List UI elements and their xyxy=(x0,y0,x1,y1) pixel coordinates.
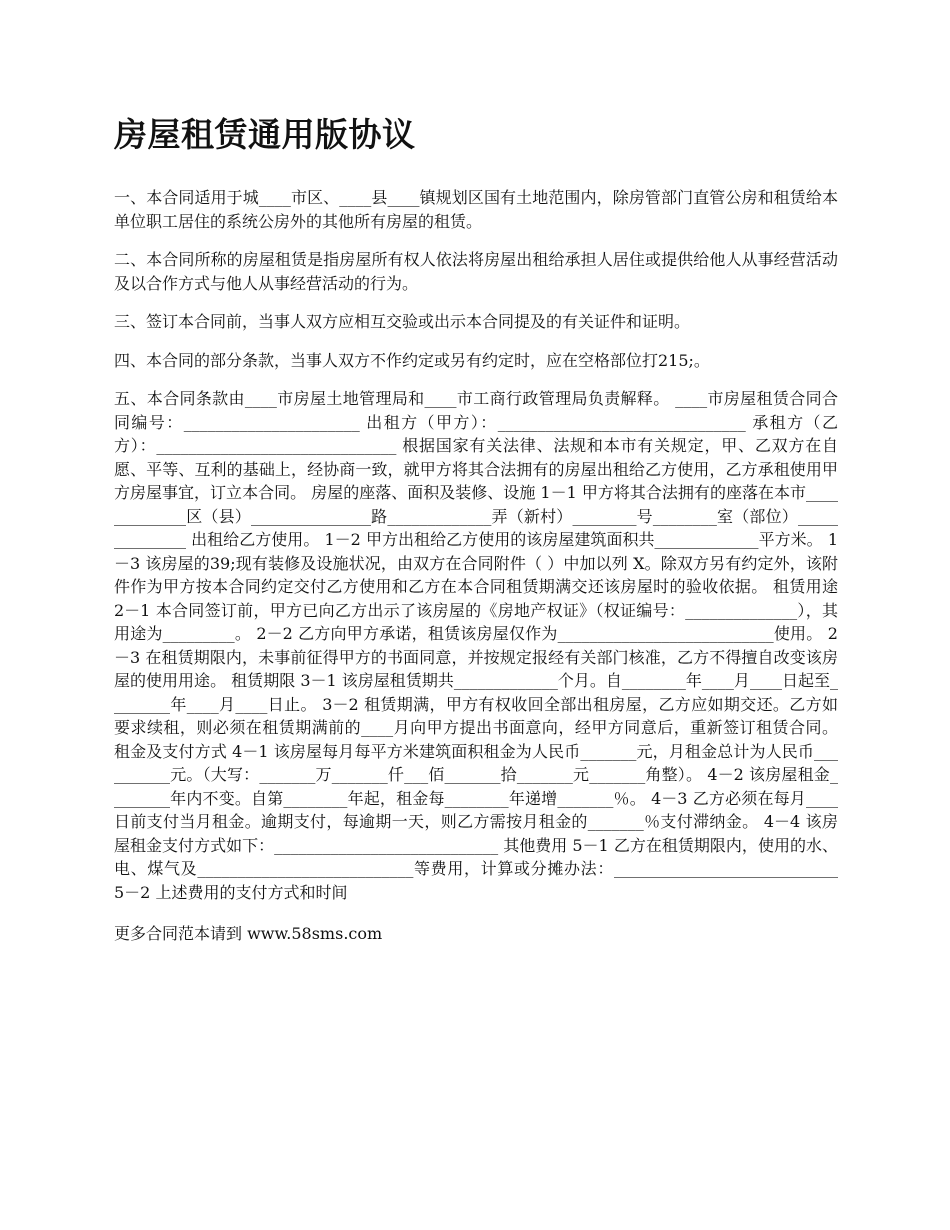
clause-2-paragraph: 二、本合同所称的房屋租赁是指房屋所有权人依法将房屋出租给承担人居住或提供给他人从事经营活动及以合作方式与他人从事经营活动的行为。 xyxy=(114,250,838,293)
clause-4-paragraph: 四、本合同的部分条款，当事人双方不作约定或另有约定时，应在空格部位打215;。 xyxy=(114,350,710,370)
clause-5-paragraph: 五、本合同条款由____市房屋土地管理局和____市工商行政管理局负责解释。 ____市房屋租赁合同合同编号：______________________ 出租方（甲方）：_______________________________ 承租方（乙方）：______________________________ 根据国家有关法律、法规和本市有关规定，甲、乙双方在自愿、平等、互利的基础上，经协商一致，就甲方将其合法拥有的房屋出租给乙方使用，乙方承租使用甲方房屋事宜，订立本合同。 房屋的座落、面积及装修、设施 1－1 甲方将其合法拥有的座落在本市_____________区（县）_______________路_____________弄（新村）________号________室（部位）______________ 出租给乙方使用。 1－2 甲方出租给乙方使用的该房屋建筑面积共_____________平方米。 1－3 该房屋的39;现有装修及设施状况，由双方在合同附件（ ）中加以列 X。除双方另有约定外，该附件作为甲方按本合同约定交付乙方使用和乙方在本合同租赁期满交还该房屋时的验收依据。 租赁用途 2－1 本合同签订前，甲方已向乙方出示了该房屋的《房地产权证》（权证编号：______________），其用途为_________。 2－2 乙方向甲方承诺，租赁该房屋仅作为___________________________使用。 2－3 在租赁期限内，未事前征得甲方的书面同意，并按规定报经有关部门核准，乙方不得擅自改变该房屋的使用用途。 租赁期限 3－1 该房屋租赁期共_____________个月。自________年____月____日起至________年____月____日止。 3－2 租赁期满，甲方有权收回全部出租房屋，乙方应如期交还。乙方如要求续租，则必须在租赁期满前的____月向甲方提出书面意向，经甲方同意后，重新签订租赁合同。 租金及支付方式 4－1 该房屋每月每平方米建筑面积租金为人民币_______元，月租金总计为人民币__________元。（大写：_______万_______仟___佰_______拾_______元_______角整）。 4－2 该房屋租金________年内不变。自第________年起，租金每________年递增_______％。 4－3 乙方必须在每月____日前支付当月租金。逾期支付，每逾期一天，则乙方需按月租金的_______％支付滞纳金。 4－4 该房屋租金支付方式如下：____________________________ 其他费用 5－1 乙方在租赁期限内，使用的水、电、煤气及___________________________等费用，计算或分摊办法：____________________________ 5－2 上述费用的支付方式和时间 xyxy=(114,389,838,902)
footer-link-text: 更多合同范本请到 www.58sms.com xyxy=(114,924,383,943)
clause-1-paragraph: 一、本合同适用于城____市区、____县____镇规划区国有土地范围内，除房管部门直管公房和租赁给本单位职工居住的系统公房外的其他所有房屋的租赁。 xyxy=(114,188,838,231)
document-body xyxy=(114,112,838,961)
document-title: 房屋租赁通用版协议 xyxy=(114,115,416,154)
clause-3-paragraph: 三、签订本合同前，当事人双方应相互交验或出示本合同提及的有关证件和证明。 xyxy=(114,312,691,331)
